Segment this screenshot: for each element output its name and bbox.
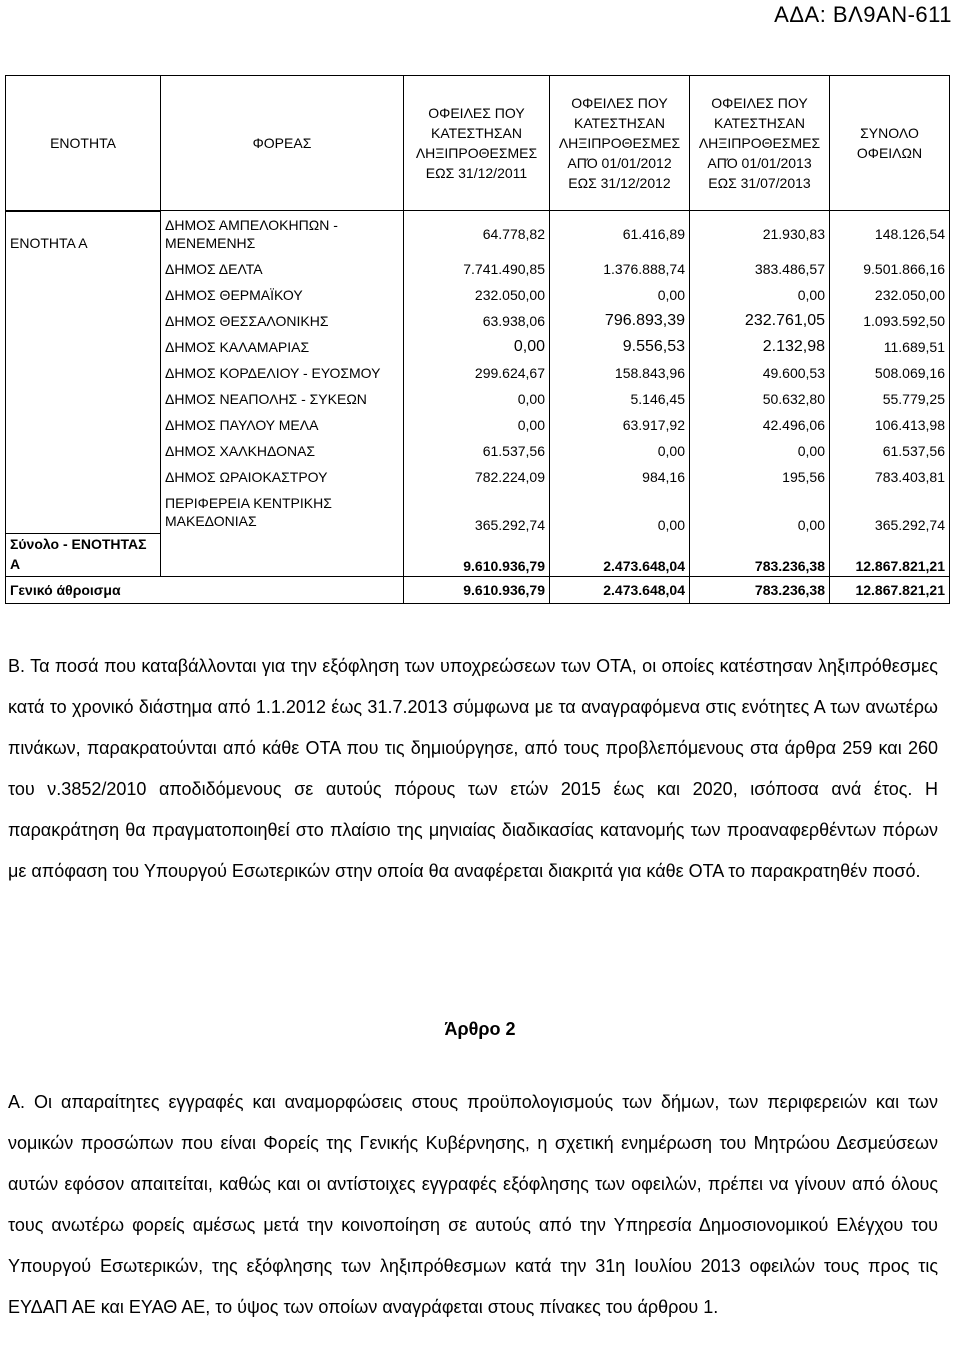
value-cell: 9.556,53 (550, 334, 690, 360)
value-cell: 299.624,67 (404, 360, 550, 386)
total-cell: 232.050,00 (830, 282, 950, 308)
subtotal-value: 2.473.648,04 (550, 534, 690, 577)
grand-total-value: 9.610.936,79 (404, 577, 550, 604)
value-cell: 0,00 (550, 438, 690, 464)
value-cell: 64.778,82 (404, 212, 550, 256)
value-cell: 0,00 (550, 282, 690, 308)
value-cell: 21.930,83 (690, 212, 830, 256)
value-cell: 796.893,39 (550, 308, 690, 334)
subtotal-value: 9.610.936,79 (404, 534, 550, 577)
grand-total-value: 783.236,38 (690, 577, 830, 604)
org-cell: ΔΗΜΟΣ ΩΡΑΙΟΚΑΣΤΡΟΥ (161, 464, 404, 490)
org-cell: ΔΗΜΟΣ ΧΑΛΚΗΔΟΝΑΣ (161, 438, 404, 464)
paragraph-a: Α. Οι απαραίτητες εγγραφές και αναμορφώσεις στους προϋπολογισμούς των δήμων, των περιφερειών και των νομικών προσώπων που είναι Φορείς της Γενικής Κυβέρνησης, η σχετική ενημέρωση του Μητρώου Δεσμεύσεων αυτών εφόσον απαιτείται, καθώς και οι αντίστοιχες εγγραφές εξόφλησης των οφειλών, πρέπει να γίνουν από όλους τους ανωτέρω φορείς αμέσως μετά την κοινοποίηση σε αυτούς από την Υπηρεσία Δημοσιονομικού Ελέγχου του Υπουργού Εσωτερικών, της εξόφλησης των ληξιπρόθεσμων κατά την 31η Ιουλίου 2013 οφειλών τους προς τις ΕΥΔΑΠ ΑΕ και ΕΥΑΘ ΑΕ, το ύψος των οποίων αναγράφεται στους πίνακες του άρθρου 1. (8, 1092, 938, 1317)
section-cell: ΕΝΟΤΗΤΑ Α (6, 212, 161, 534)
org-cell: ΔΗΜΟΣ ΘΕΡΜΑΪΚΟΥ (161, 282, 404, 308)
value-cell: 984,16 (550, 464, 690, 490)
value-cell: 1.376.888,74 (550, 256, 690, 282)
org-cell: ΠΕΡΙΦΕΡΕΙΑ ΚΕΝΤΡΙΚΗΣ ΜΑΚΕΔΟΝΙΑΣ (161, 490, 404, 534)
total-cell: 9.501.866,16 (830, 256, 950, 282)
value-cell: 49.600,53 (690, 360, 830, 386)
subtotal-row (6, 534, 950, 577)
subtotal-label: Σύνολο - ΕΝΟΤΗΤΑΣ Α (6, 534, 161, 577)
ada-code: ΑΔΑ: ΒΛ9ΑΝ-611 (774, 2, 952, 27)
value-cell: 2.132,98 (690, 334, 830, 360)
table-header-row (6, 76, 950, 211)
total-cell: 55.779,25 (830, 386, 950, 412)
org-cell: ΔΗΜΟΣ ΠΑΥΛΟΥ ΜΕΛΑ (161, 412, 404, 438)
header-debts-2013: ΟΦΕΙΛΕΣ ΠΟΥ ΚΑΤΕΣΤΗΣΑΝ ΛΗΞΙΠΡΟΘΕΣΜΕΣ ΑΠΌ 01/01/2013 ΕΩΣ 31/07/2013 (690, 76, 830, 211)
total-cell: 106.413,98 (830, 412, 950, 438)
subtotal-value: 783.236,38 (690, 534, 830, 577)
debts-table (5, 75, 950, 604)
header-organization: ΦΟΡΕΑΣ (161, 76, 404, 211)
value-cell: 50.632,80 (690, 386, 830, 412)
org-cell: ΔΗΜΟΣ ΚΟΡΔΕΛΙΟΥ - ΕΥΟΣΜΟΥ (161, 360, 404, 386)
value-cell: 232.050,00 (404, 282, 550, 308)
article-heading: Άρθρο 2 (444, 1019, 516, 1039)
value-cell: 158.843,96 (550, 360, 690, 386)
value-cell: 0,00 (550, 490, 690, 534)
value-cell: 195,56 (690, 464, 830, 490)
org-cell: ΔΗΜΟΣ ΔΕΛΤΑ (161, 256, 404, 282)
org-cell: ΔΗΜΟΣ ΝΕΑΠΟΛΗΣ - ΣΥΚΕΩΝ (161, 386, 404, 412)
header-debts-2012: ΟΦΕΙΛΕΣ ΠΟΥ ΚΑΤΕΣΤΗΣΑΝ ΛΗΞΙΠΡΟΘΕΣΜΕΣ ΑΠΌ 01/01/2012 ΕΩΣ 31/12/2012 (550, 76, 690, 211)
subtotal-total: 12.867.821,21 (830, 534, 950, 577)
table-row (6, 212, 950, 256)
value-cell: 0,00 (404, 412, 550, 438)
total-cell: 508.069,16 (830, 360, 950, 386)
value-cell: 61.416,89 (550, 212, 690, 256)
grand-total-row (6, 577, 950, 604)
total-cell: 61.537,56 (830, 438, 950, 464)
value-cell: 232.761,05 (690, 308, 830, 334)
value-cell: 0,00 (690, 438, 830, 464)
org-cell: ΔΗΜΟΣ ΚΑΛΑΜΑΡΙΑΣ (161, 334, 404, 360)
paragraph-b: Β. Τα ποσά που καταβάλλονται για την εξόφληση των υποχρεώσεων των ΟΤΑ, οι οποίες κατέστησαν ληξιπρόθεσμες κατά το χρονικό διάστημα από 1.1.2012 έως 31.7.2013 σύμφωνα με τα αναγραφόμενα στις ενότητες Α των ανωτέρω πινάκων, παρακρατούνται από κάθε ΟΤΑ που τις δημιούργησε, από τους προβλεπόμενους στα άρθρα 259 και 260 του ν.3852/2010 αποδιδόμενους σε αυτούς πόρους των ετών 2015 έως και 2020, ισόποσα ανά έτος. Η παρακράτηση θα πραγματοποιηθεί στο πλαίσιο της μηνιαίας διαδικασίας κατανομής των προαναφερθέντων πόρων με απόφαση του Υπουργού Εσωτερικών στην οποία θα αναφέρεται διακριτά για κάθε ΟΤΑ το παρακρατηθέν ποσό. (8, 656, 938, 881)
header-debts-2011: ΟΦΕΙΛΕΣ ΠΟΥ ΚΑΤΕΣΤΗΣΑΝ ΛΗΞΙΠΡΟΘΕΣΜΕΣ ΕΩΣ 31/12/2011 (404, 76, 550, 211)
total-cell: 1.093.592,50 (830, 308, 950, 334)
value-cell: 0,00 (690, 282, 830, 308)
value-cell: 365.292,74 (404, 490, 550, 534)
total-cell: 148.126,54 (830, 212, 950, 256)
value-cell: 63.917,92 (550, 412, 690, 438)
value-cell: 5.146,45 (550, 386, 690, 412)
grand-total-value: 2.473.648,04 (550, 577, 690, 604)
value-cell: 61.537,56 (404, 438, 550, 464)
total-cell: 783.403,81 (830, 464, 950, 490)
value-cell: 0,00 (690, 490, 830, 534)
value-cell: 0,00 (404, 334, 550, 360)
total-cell: 365.292,74 (830, 490, 950, 534)
value-cell: 0,00 (404, 386, 550, 412)
value-cell: 782.224,09 (404, 464, 550, 490)
value-cell: 383.486,57 (690, 256, 830, 282)
value-cell: 63.938,06 (404, 308, 550, 334)
value-cell: 7.741.490,85 (404, 256, 550, 282)
grand-total-total: 12.867.821,21 (830, 577, 950, 604)
header-section: ΕΝΟΤΗΤΑ (6, 76, 161, 211)
total-cell: 11.689,51 (830, 334, 950, 360)
org-cell: ΔΗΜΟΣ ΘΕΣΣΑΛΟΝΙΚΗΣ (161, 308, 404, 334)
header-total-debts: ΣΥΝΟΛΟ ΟΦΕΙΛΩΝ (830, 76, 950, 211)
org-cell: ΔΗΜΟΣ ΑΜΠΕΛΟΚΗΠΩΝ - ΜΕΝΕΜΕΝΗΣ (161, 212, 404, 256)
grand-total-label: Γενικό άθροισμα (6, 577, 404, 604)
value-cell: 42.496,06 (690, 412, 830, 438)
